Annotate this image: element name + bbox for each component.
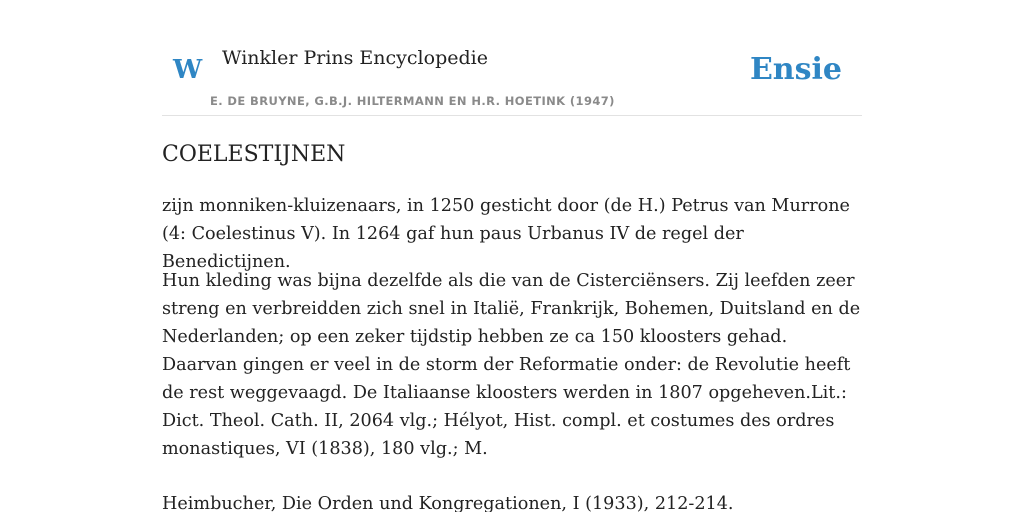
article-paragraph: Heimbucher, Die Orden und Kongregationen, I (1933), 212-214. xyxy=(162,494,734,512)
publication-logo[interactable]: W xyxy=(173,55,203,85)
publication-title[interactable]: Winkler Prins Encyclopedie xyxy=(222,47,488,69)
article-paragraph: Hun kleding was bijna dezelfde als die van de Cisterciënsers. Zij leefden zeer streng en verbreidden zich snel in Italië, Frankrijk, Bohemen, Duitsland en de Nederlanden; op een zeker tijdstip hebben ze ca 150 kloosters gehad. Daarvan gingen er veel in de storm der Reformatie onder: de Revolutie heeft de rest weggevaagd. De Italiaanse kloosters werden in 1807 opgeheven.Lit.: Dict. Theol. Cath. II, 2064 vlg.; Hélyot, Hist. compl. et costumes des ordres monastiques, VI (1838), 180 vlg.; M. xyxy=(162,271,861,459)
publication-authors: E. DE BRUYNE, G.B.J. HILTERMANN EN H.R. HOETINK (1947) xyxy=(210,94,615,108)
header xyxy=(162,0,862,116)
article-title: COELESTIJNEN xyxy=(162,142,346,167)
ensie-logo[interactable]: Ensie xyxy=(749,52,842,87)
page xyxy=(162,0,862,512)
article-paragraph: zijn monniken-kluizenaars, in 1250 gesticht door (de H.) Petrus van Murrone (4: Coelestinus V). In 1264 gaf hun paus Urbanus IV de regel der Benedictijnen. xyxy=(162,196,850,272)
